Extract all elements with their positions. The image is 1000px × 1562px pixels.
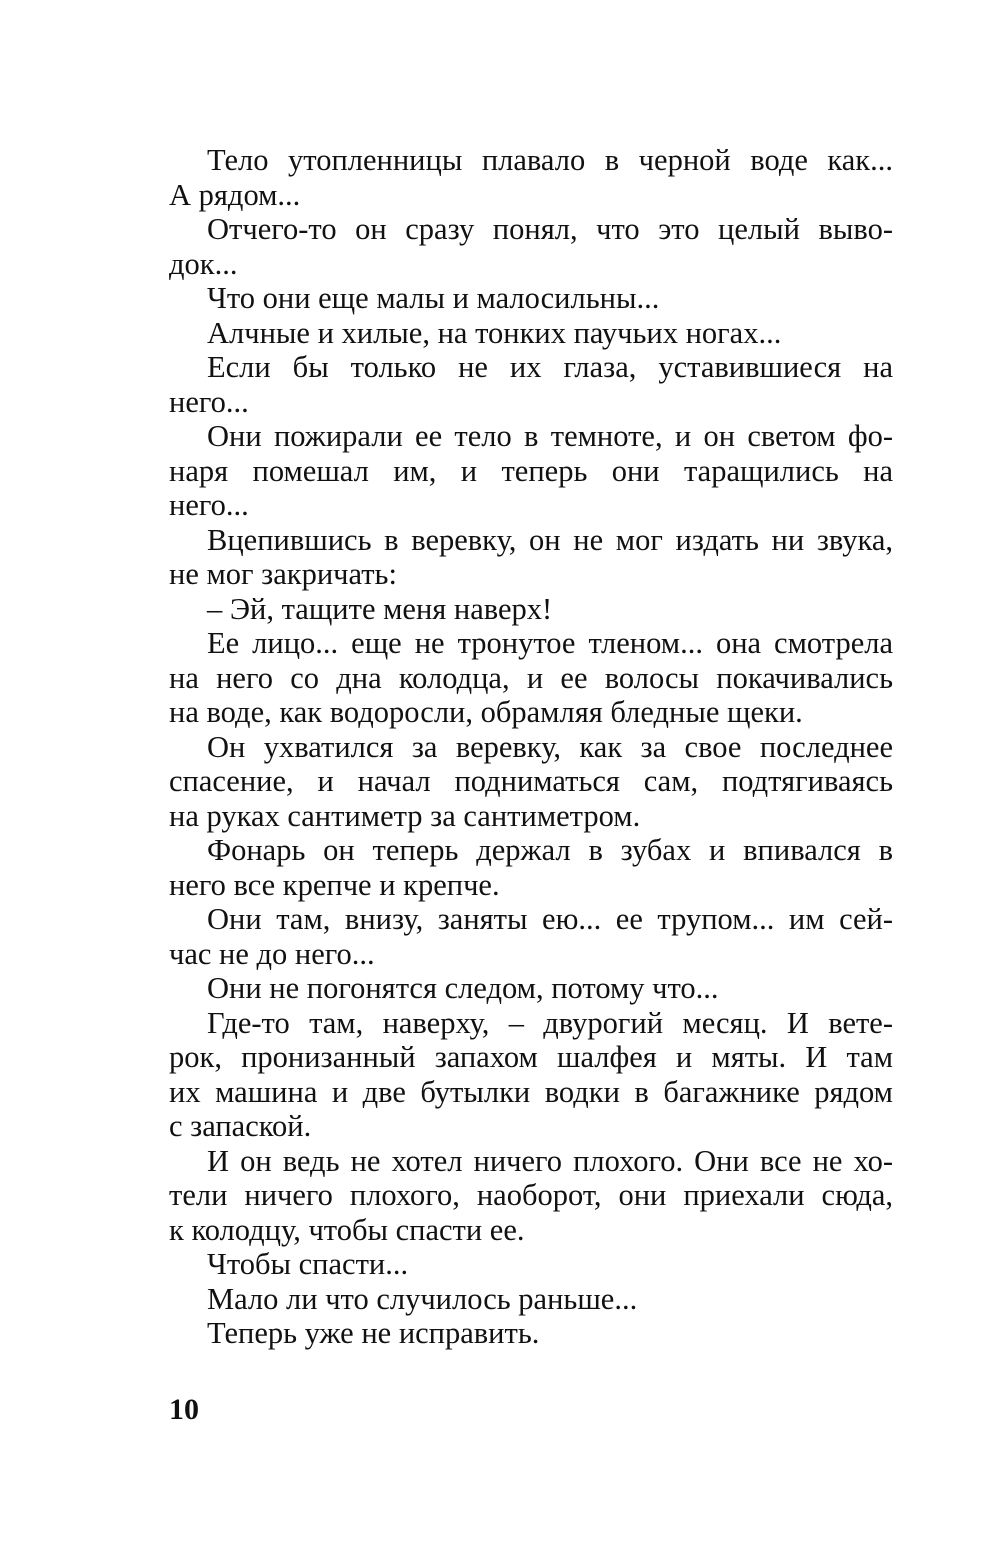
text-line: него все крепче и крепче. (169, 867, 500, 902)
page-number: 10 (169, 1393, 199, 1426)
text-line: их машина и две бутылки водки в багажнике рядом (169, 1074, 893, 1109)
text-line: наря помешал им, и теперь они таращились на (169, 453, 893, 488)
text-line: Он ухватился за веревку, как за свое последнее (207, 729, 893, 764)
text-line: час не до него... (169, 936, 375, 971)
text-line: Мало ли что случилось раньше... (207, 1281, 638, 1316)
text-line: него... (169, 488, 249, 522)
text-line: на руках сантиметр за сантиметром. (169, 798, 641, 833)
text-line: на него со дна колодца, и ее волосы покачивались (169, 660, 893, 695)
text-line: Они не погонятся следом, потому что... (207, 971, 719, 1005)
text-line: док... (169, 246, 238, 281)
text-line: Где-то там, наверху, – двурогий месяц. И вете- (207, 1005, 893, 1040)
text-line: на воде, как водоросли, обрамляя бледные щеки. (169, 695, 803, 729)
text-line: Чтобы спасти... (207, 1247, 409, 1281)
text-line: Если бы только не их глаза, уставившиеся на (207, 350, 893, 384)
text-line: А рядом... (169, 177, 301, 212)
text-line: спасение, и начал подниматься сам, подтягиваясь (169, 764, 893, 798)
text-line: Отчего-то он сразу понял, что это целый выво- (207, 212, 893, 246)
text-line: к колодцу, чтобы спасти ее. (169, 1212, 525, 1247)
text-line: него... (169, 384, 249, 419)
text-line: с запаской. (169, 1109, 312, 1143)
text-line: Вцепившись в веревку, он не мог издать ни звука, (207, 522, 893, 557)
text-line: тели ничего плохого, наоборот, они приехали сюда, (169, 1178, 893, 1212)
text-line: – Эй, тащите меня наверх! (207, 591, 553, 626)
text-line: Они там, внизу, заняты ею... ее трупом... им сей- (207, 902, 893, 936)
text-line: И он ведь не хотел ничего плохого. Они все не хо- (207, 1143, 893, 1178)
text-line: не мог закричать: (169, 557, 397, 591)
text-line: Ее лицо... еще не тронутое тленом... она смотрела (207, 626, 893, 660)
text-line: Тело утопленницы плавало в черной воде как... (207, 143, 893, 177)
text-line: Что они еще малы и малосильны... (207, 281, 660, 315)
text-line: Они пожирали ее тело в темноте, и он светом фо- (207, 419, 893, 453)
text-line: рок, пронизанный запахом шалфея и мяты. И там (169, 1040, 893, 1074)
text-line: Алчные и хилые, на тонких паучьих ногах... (207, 315, 782, 350)
text-line: Теперь уже не исправить. (207, 1316, 540, 1350)
body-text (169, 143, 893, 1351)
text-line: Фонарь он теперь держал в зубах и впивался в (207, 833, 893, 867)
